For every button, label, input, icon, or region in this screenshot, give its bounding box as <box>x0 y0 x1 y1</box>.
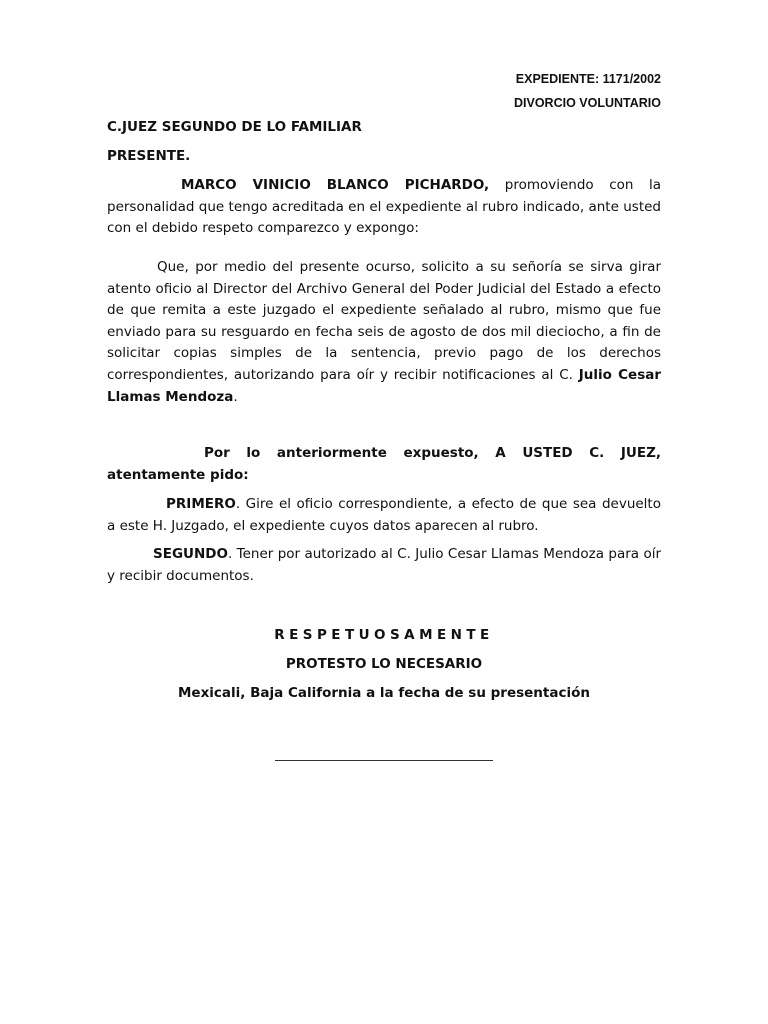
signature-line <box>275 760 493 761</box>
closing-respectfully: RESPETUOSAMENTE <box>274 627 494 643</box>
petitioner-name: MARCO VINICIO BLANCO PICHARDO, <box>181 177 490 193</box>
segundo-label: SEGUNDO <box>153 546 228 562</box>
primero-text: . Gire el oficio correspondiente, a efecto de que sea devuelto a este H. Juzgado, el expediente cuyos datos aparecen al rubro. <box>107 496 661 534</box>
point-segundo <box>107 544 661 587</box>
closing-place-date: Mexicali, Baja California a la fecha de su presentación <box>177 685 590 701</box>
intro-paragraph <box>107 175 661 240</box>
closing-protest: PROTESTO LO NECESARIO <box>285 656 483 672</box>
intro-text: promoviendo con la personalidad que tengo acreditada en el expediente al rubro indicado, ante usted con el debido respeto comparezco y expongo: <box>107 177 662 237</box>
segundo-text: . Tener por autorizado al C. Julio Cesar Llamas Mendoza para oír y recibir documentos. <box>107 546 661 584</box>
point-primero <box>107 494 661 537</box>
addressee-title: C.JUEZ SEGUNDO DE LO FAMILIAR <box>107 119 362 135</box>
case-number: EXPEDIENTE: 1171/2002 <box>515 72 661 86</box>
case-type: DIVORCIO VOLUNTARIO <box>514 96 661 110</box>
request-paragraph: Por lo anteriormente expuesto, A USTED C. JUEZ, atentamente pido: <box>107 445 661 483</box>
body-paragraph <box>107 257 661 408</box>
body-text: Que, por medio del presente ocurso, solicito a su señoría se sirva girar atento oficio al Director del Archivo General del Poder Judicial del Estado a efecto de que remita a este juzgado el expediente señalado al rubro, mismo que fue enviado para su resguardo en fecha seis de agosto de dos mil dieciocho, a fin de solicitar copias simples de la sentencia, previo pago de los derechos correspondientes, autorizando para oír y recibir notificaciones al C. <box>107 259 661 383</box>
authorized-person: Julio Cesar Llamas Mendoza <box>107 366 661 405</box>
body-end: . <box>233 388 238 405</box>
primero-label: PRIMERO <box>166 496 236 512</box>
addressee-present: PRESENTE. <box>107 148 191 164</box>
